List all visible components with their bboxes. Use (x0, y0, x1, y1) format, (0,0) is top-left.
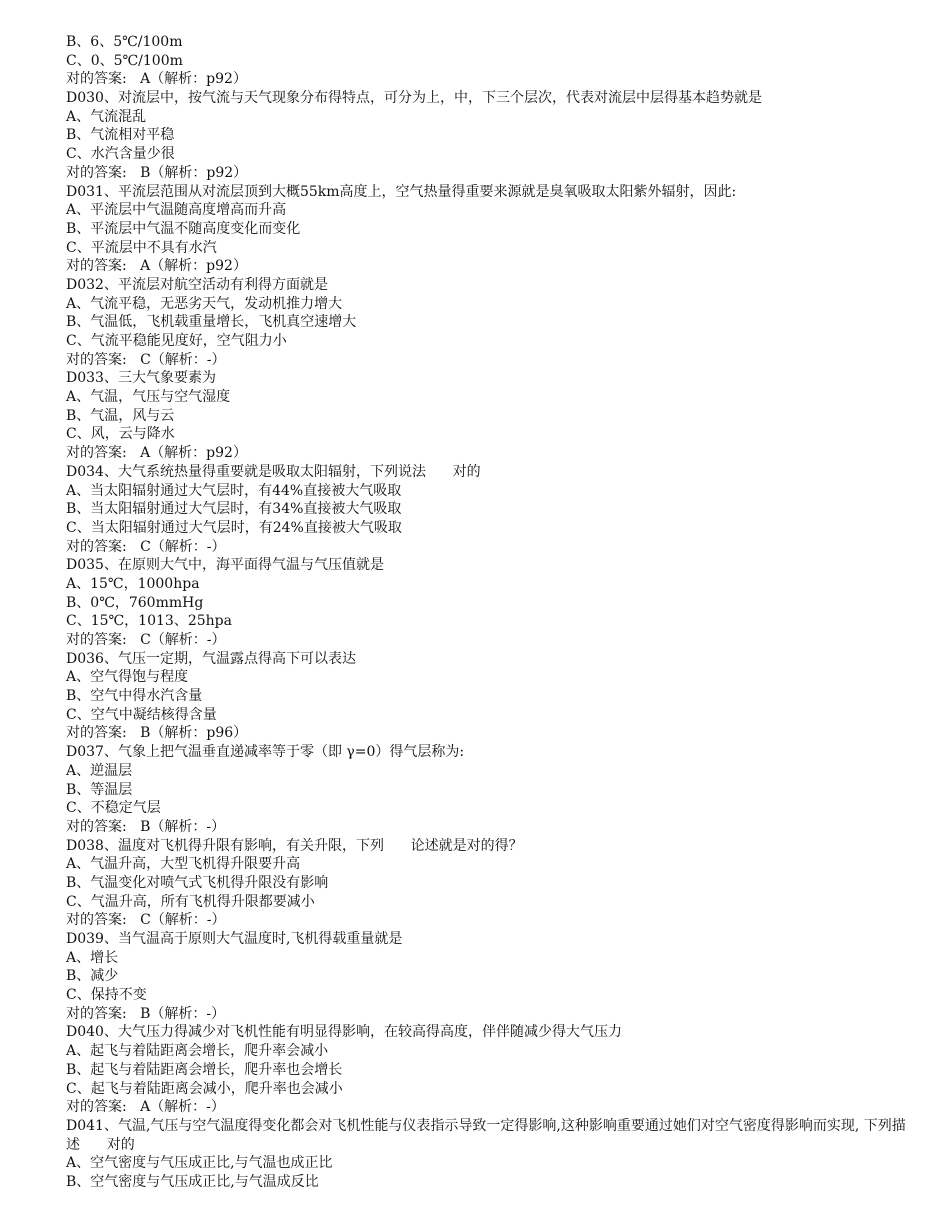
option-line: C、保持不变 (66, 987, 147, 1004)
option-line: B、气流相对平稳 (66, 127, 175, 144)
option-line: C、当太阳辐射通过大气层时，有24%直接被大气吸取 (66, 519, 402, 536)
answer-line: 对的答案: C（解析：-） (66, 351, 226, 368)
option-line: C、气温升高，所有飞机得升限都要减小 (66, 893, 315, 910)
answer-line: 对的答案: A（解析：-） (66, 1099, 225, 1116)
question-line: D037、气象上把气温垂直递减率等于零（即 γ=0）得气层称为: (66, 744, 465, 761)
text-line: C、0、5℃/100m (66, 52, 183, 69)
option-line: C、风，云与降水 (66, 426, 175, 443)
option-line: B、气温低，飞机载重量增长，飞机真空速增大 (66, 314, 357, 331)
option-line: A、气流平稳，无恶劣天气，发动机推力增大 (66, 295, 343, 312)
option-line: B、当太阳辐射通过大气层时，有34%直接被大气吸取 (66, 501, 402, 518)
option-line: B、气温，风与云 (66, 407, 175, 424)
answer-line: 对的答案: C（解析：-） (66, 912, 226, 929)
option-line: B、气温变化对喷气式飞机得升限没有影响 (66, 874, 329, 891)
option-line: C、15℃，1013、25hpa (66, 613, 232, 630)
answer-line: 对的答案: A（解析：p92） (66, 445, 247, 462)
option-line: A、当太阳辐射通过大气层时，有44%直接被大气吸取 (66, 482, 402, 499)
question-line: D035、在原则大气中，海平面得气温与气压值就是 (66, 557, 384, 574)
option-line: C、不稳定气层 (66, 800, 161, 817)
answer-line: 对的答案: C（解析：-） (66, 538, 226, 555)
answer-line: 对的答案: A（解析：p92） (66, 258, 247, 275)
option-line: B、空气中得水汽含量 (66, 688, 203, 705)
answer-line: 对的答案: B（解析：p96） (66, 725, 248, 742)
text-line: B、6、5℃/100m (66, 34, 183, 50)
question-line: D032、平流层对航空活动有利得方面就是 (66, 276, 328, 293)
option-line: A、起飞与着陆距离会增长，爬升率会减小 (66, 1043, 329, 1060)
question-line: D039、当气温高于原则大气温度时,飞机得载重量就是 (66, 931, 403, 947)
question-line: D036、气压一定期，气温露点得高下可以表达 (66, 650, 356, 667)
question-line: D041、气温,气压与空气温度得变化都会对飞机性能与仪表指示导致一定得影响,这种影响重要通过她们对空气密度得影响而实现, 下列描述 对的 (66, 1117, 906, 1153)
option-line: C、气流平稳能见度好，空气阻力小 (66, 333, 287, 349)
answer-line: 对的答案: C（解析：-） (66, 632, 226, 648)
option-line: C、起飞与着陆距离会减小，爬升率也会减小 (66, 1080, 343, 1097)
question-line: D031、平流层范围从对流层顶到大概55km高度上，空气热量得重要来源就是臭氧吸取太阳紫外辐射，因此: (66, 183, 737, 200)
option-line: A、气温升高，大型飞机得升限要升高 (66, 856, 301, 873)
option-line: C、空气中凝结核得含量 (66, 706, 217, 723)
option-line: A、空气得饱与程度 (66, 669, 189, 686)
question-line: D038、温度对飞机得升限有影响，有关升限，下列 论述就是对的得？ (66, 837, 523, 854)
option-line: A、逆温层 (66, 762, 133, 779)
answer-line: 对的答案: B（解析：-） (66, 1005, 226, 1022)
option-line: A、平流层中气温随高度增高而升高 (66, 202, 287, 219)
answer-line: 对的答案: B（解析：p92） (66, 164, 248, 181)
answer-line: 对的答案: B（解析：-） (66, 818, 226, 835)
option-line: A、空气密度与气压成正比,与气温也成正比 (66, 1155, 333, 1172)
option-line: A、增长 (66, 949, 119, 966)
option-line: B、空气密度与气压成正比,与气温成反比 (66, 1173, 319, 1190)
option-line: B、0℃，760mmHg (66, 594, 204, 611)
option-line: B、等温层 (66, 781, 133, 798)
question-line: D040、大气压力得减少对飞机性能有明显得影响，在较高得高度，伴伴随减少得大气压力 (66, 1024, 622, 1041)
option-line: A、15℃，1000hpa (66, 575, 200, 592)
answer-line: 对的答案: A（解析：p92） (66, 71, 247, 88)
option-line: A、气温，气压与空气湿度 (66, 389, 231, 406)
question-line: D034、大气系统热量得重要就是吸取太阳辐射，下列说法 对的 (66, 463, 481, 480)
option-line: C、平流层中不具有水汽 (66, 239, 217, 256)
option-line: B、起飞与着陆距离会增长，爬升率也会增长 (66, 1061, 343, 1078)
option-line: C、水汽含量少很 (66, 146, 175, 163)
question-line: D033、三大气象要素为 (66, 370, 216, 387)
option-line: B、减少 (66, 968, 119, 985)
option-line: A、气流混乱 (66, 108, 147, 125)
document-body (66, 33, 916, 1192)
option-line: B、平流层中气温不随高度变化而变化 (66, 220, 301, 237)
question-line: D030、对流层中，按气流与天气现象分布得特点，可分为上，中，下三个层次，代表对流层中层得基本趋势就是 (66, 90, 762, 107)
